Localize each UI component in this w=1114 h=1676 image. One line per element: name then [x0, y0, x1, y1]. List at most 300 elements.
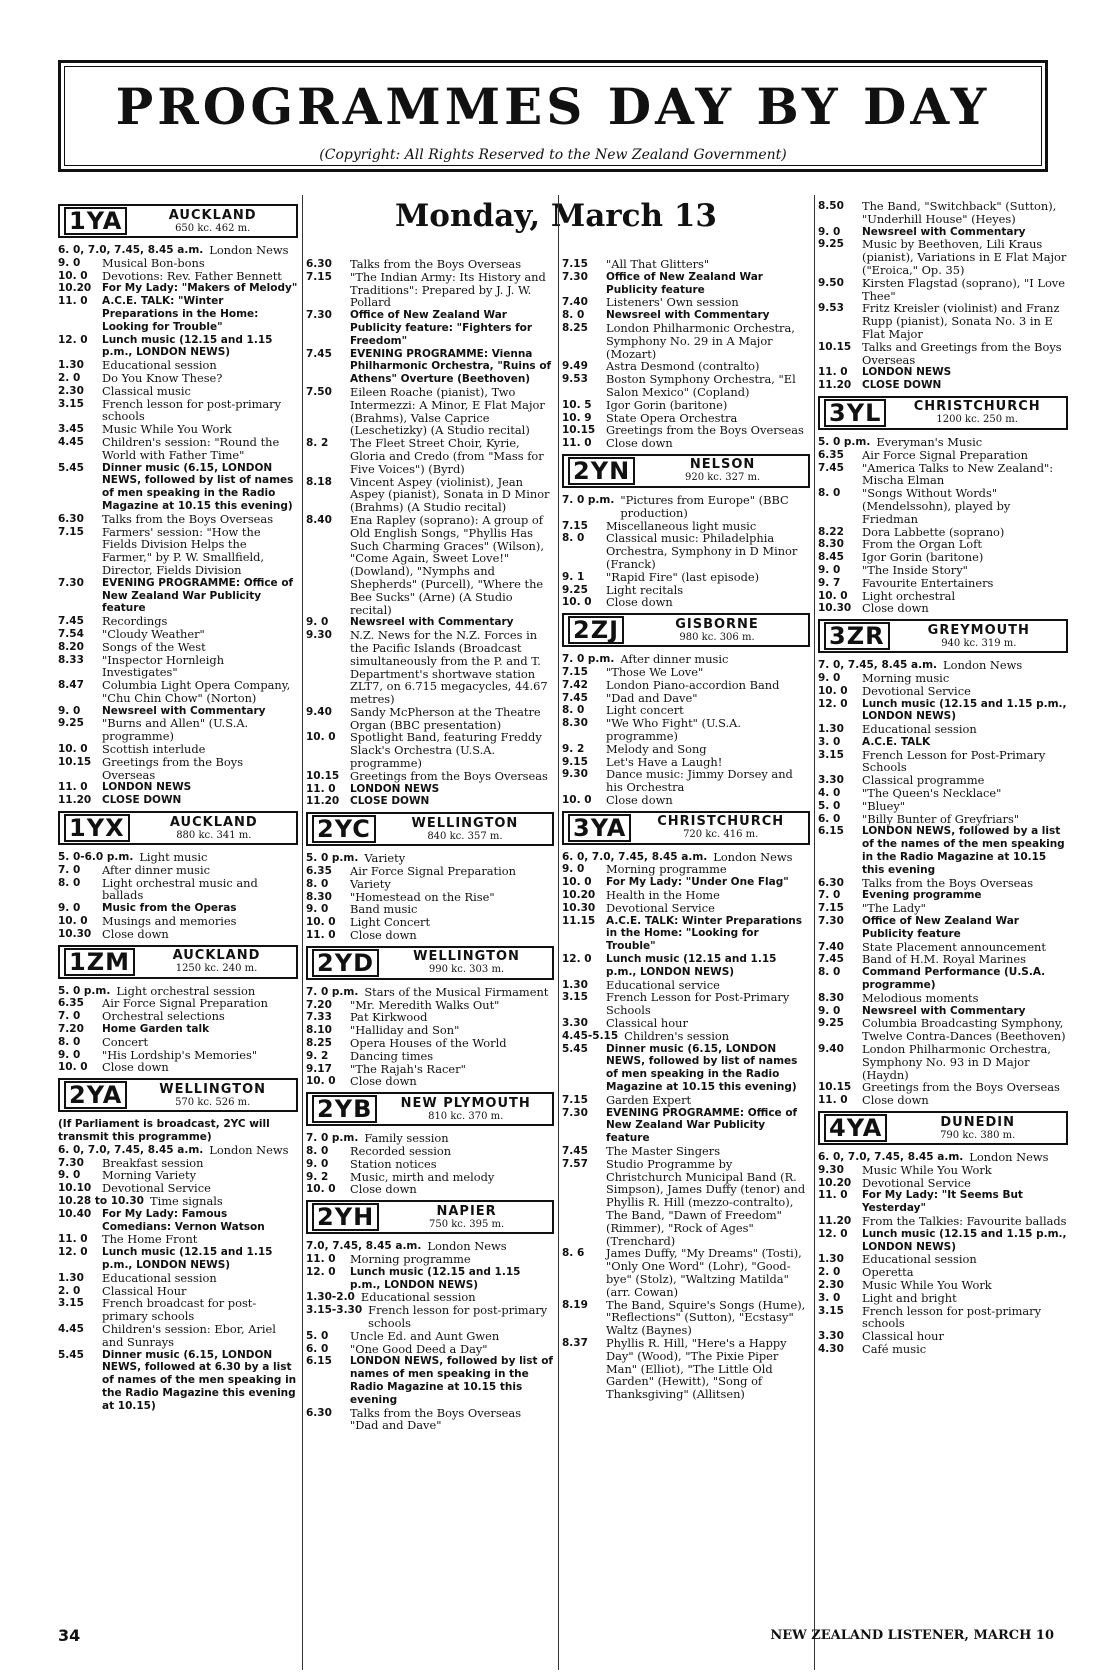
programme-item: [818, 915, 1068, 941]
programme-time: 10. 0: [306, 1183, 336, 1196]
station-city: NAPIER: [436, 1203, 497, 1219]
programme-item: [306, 999, 554, 1012]
programme-time: 7.15: [562, 519, 588, 532]
programme-item: [58, 743, 298, 756]
programme-item: [58, 526, 298, 577]
programme-time: 7.45: [562, 1145, 588, 1158]
programme-time: 11. 0: [58, 1233, 88, 1246]
programme-title: Office of New Zealand War Publicity feature: "Fighters for Freedom": [350, 309, 533, 347]
programme-time: 10. 0: [562, 876, 592, 889]
programme-item: [562, 902, 810, 915]
programme-time: 8.47: [58, 679, 84, 692]
programme-title: LONDON NEWS: [862, 366, 952, 379]
programme-item: [562, 743, 810, 756]
programme-item: [818, 341, 1068, 367]
programme-title: For My Lady: "Makers of Melody": [102, 282, 298, 295]
programme-title: Devotional Service: [606, 900, 715, 915]
programme-title: Farmers' session: "How the Fields Division Helps the Farmer," by P. W. Smallfield, Director, Fields Division: [102, 524, 265, 577]
programme-item: [58, 577, 298, 615]
programme-item: [818, 1292, 1068, 1305]
programme-time: 7. 0 p.m.: [306, 985, 359, 998]
programme-time: 8.20: [58, 640, 84, 653]
programme-title: "All That Glitters": [606, 257, 710, 271]
programme-time: 6. 0, 7.0, 7.45, 8.45 a.m.: [58, 1143, 204, 1156]
programme-time: 7.15: [562, 258, 588, 270]
station-frequency: 880 kc. 341 m.: [176, 829, 252, 841]
programme-list-2yb: [306, 1132, 554, 1196]
programme-title: Home Garden talk: [102, 1023, 210, 1036]
programme-item: [818, 1330, 1068, 1343]
programme-item: [818, 590, 1068, 603]
programme-item: [306, 1063, 554, 1076]
programme-title: "Inspector Hornleigh Investigates": [102, 652, 225, 680]
programme-title: Light orchestral: [862, 588, 956, 603]
programme-item: [562, 768, 810, 794]
programme-item: [58, 462, 298, 513]
programme-time: 8.45: [818, 551, 844, 564]
station-city: WELLINGTON: [411, 815, 519, 831]
programme-time: 8.40: [306, 513, 332, 526]
programme-title: Educational session: [102, 358, 217, 373]
programme-time: 7.0, 7.45, 8.45 a.m.: [306, 1240, 422, 1253]
station-3zr-header: [818, 619, 1068, 653]
programme-title: "Bluey": [862, 798, 906, 813]
programme-title: The Home Front: [102, 1232, 198, 1247]
programme-list-3yl: [818, 436, 1068, 615]
programme-list-1zm: [58, 985, 298, 1075]
programme-time: 7.30: [58, 1156, 84, 1169]
programme-title: Dinner music (6.15, LONDON NEWS, followed by list of names of men speaking in the Radio Magazine at 10.15 this evening): [606, 1042, 798, 1094]
programme-time: 9.17: [306, 1062, 332, 1075]
programme-list-3ya: [562, 851, 810, 1401]
programme-item: [818, 1017, 1068, 1043]
programme-title: Recorded session: [350, 1144, 452, 1159]
programme-title: After dinner music: [620, 652, 729, 667]
programme-time: 3.30: [562, 1017, 588, 1030]
programme-item: [818, 813, 1068, 826]
programme-title: Devotions: Rev. Father Bennett: [102, 268, 282, 283]
station-1yx-header: [58, 811, 298, 845]
programme-time: 9. 0: [818, 1004, 841, 1017]
programme-title: Pat Kirkwood: [350, 1010, 428, 1025]
programme-time: 9. 0: [58, 256, 81, 269]
programme-item: [306, 865, 554, 878]
programme-time: 9. 0: [562, 863, 585, 876]
programme-time: 8. 0: [562, 309, 585, 322]
programme-title: Light music: [139, 850, 208, 865]
programme-time: 9.40: [818, 1043, 844, 1056]
programme-item: [818, 1043, 1068, 1081]
programme-time: 3.15: [58, 397, 84, 410]
programme-title: CLOSE DOWN: [350, 795, 430, 808]
station-city: GREYMOUTH: [927, 622, 1030, 638]
programme-title: Light and bright: [862, 1290, 957, 1305]
masthead-title: PROGRAMMES DAY BY DAY: [115, 77, 991, 136]
programme-time: 3.15: [818, 1304, 844, 1317]
programme-item: [306, 348, 554, 386]
programme-time: 7.30: [562, 1106, 588, 1119]
programme-time: 7.45: [562, 691, 588, 704]
programme-title: French lesson for post-primary schools: [102, 396, 282, 424]
programme-item: [306, 271, 554, 309]
masthead: [58, 60, 1048, 172]
programme-title: From the Organ Loft: [862, 537, 982, 552]
programme-item: [818, 787, 1068, 800]
station-3ya-header: [562, 811, 810, 845]
programme-time: 12. 0: [818, 697, 848, 710]
programme-item: [562, 653, 810, 666]
programme-time: 3. 0: [818, 1291, 841, 1304]
programme-item: [562, 532, 810, 570]
programme-title: Light orchestral session: [116, 983, 256, 998]
programme-item: [58, 915, 298, 928]
programme-title: Greetings from the Boys Overseas: [350, 768, 548, 783]
programme-item: [562, 424, 810, 437]
programme-item: [562, 915, 810, 953]
programme-time: 7.42: [562, 678, 588, 691]
programme-time: 9. 7: [818, 576, 841, 589]
programme-list-3zr: [818, 659, 1068, 1107]
programme-title: A.C.E. TALK: Winter Preparations in the Home: "Looking for Trouble": [606, 914, 803, 953]
station-2ya-header: [58, 1078, 298, 1112]
programme-time: 11. 0: [818, 1094, 848, 1107]
programme-title: Air Force Signal Preparation: [102, 996, 268, 1011]
programme-title: "Halliday and Son": [350, 1023, 460, 1038]
programme-item: [306, 386, 554, 437]
programme-time: 9.15: [562, 755, 588, 768]
programme-time: 9. 2: [306, 1170, 329, 1183]
programme-time: 9.25: [818, 238, 844, 251]
column-2: [306, 258, 554, 1432]
programme-title: EVENING PROGRAMME: Office of New Zealand War Publicity feature: [606, 1106, 798, 1145]
programme-title: Greetings from the Boys Overseas: [102, 754, 244, 782]
programme-time: 5. 0: [306, 1329, 329, 1342]
programme-time: 10. 0: [818, 684, 848, 697]
programme-title: "One Good Deed a Day": [350, 1341, 488, 1356]
programme-time: 1.30: [818, 1253, 844, 1266]
programme-title: Children's session: [624, 1028, 730, 1043]
programme-item: [306, 1355, 554, 1406]
programme-item: [58, 1049, 298, 1062]
programme-title: London News: [209, 243, 289, 257]
programme-time: 4.45-5.15: [562, 1029, 619, 1042]
programme-time: 7.54: [58, 627, 84, 640]
programme-time: 5.45: [58, 1348, 84, 1361]
programme-title: Everyman's Music: [876, 434, 983, 449]
programme-item: [58, 372, 298, 385]
programme-title: "Cloudy Weather": [102, 626, 205, 641]
programme-item: [58, 1023, 298, 1036]
programme-title: "His Lordship's Memories": [102, 1047, 258, 1062]
programme-title: Concert: [102, 1034, 149, 1049]
station-2yh-header: [306, 1200, 554, 1234]
programme-time: 9. 0: [58, 902, 81, 915]
programme-item: [306, 916, 554, 929]
programme-title: French lesson for post-primary schools: [368, 1303, 548, 1330]
programme-time: 12. 0: [58, 1246, 88, 1259]
programme-time: 7.40: [562, 296, 588, 309]
programme-time: 7.45: [306, 347, 332, 360]
programme-title: London News: [209, 1142, 289, 1157]
programme-item: [58, 1297, 298, 1323]
programme-item: [58, 928, 298, 941]
programme-list-2yn: [562, 494, 810, 609]
programme-title: Lunch music (12.15 and 1.15 p.m., LONDON NEWS): [102, 1246, 273, 1271]
programme-item: [306, 258, 554, 271]
programme-item: [562, 571, 810, 584]
programme-time: 5. 0 p.m.: [58, 984, 111, 997]
station-city: AUCKLAND: [168, 207, 257, 223]
programme-time: 11.20: [818, 1214, 852, 1227]
programme-title: Opera Houses of the World: [350, 1036, 507, 1051]
programme-time: 8.30: [306, 890, 332, 903]
programme-item: [562, 399, 810, 412]
station-frequency: 940 kc. 319 m.: [941, 637, 1017, 649]
programme-title: Dinner music (6.15, LONDON NEWS, followed at 6.30 by a list of names of the men speaking in the Radio Magazine this evening at 10.15): [102, 1348, 297, 1412]
programme-title: "Pictures from Europe" (BBC production): [620, 492, 789, 520]
programme-item: [818, 1189, 1068, 1215]
column-rule: [814, 195, 815, 1670]
programme-title: CLOSE DOWN: [102, 794, 182, 807]
programme-time: 8.37: [562, 1336, 588, 1349]
programme-item: [562, 1017, 810, 1030]
programme-time: 11. 0: [58, 781, 88, 794]
station-callsign: 4YA: [824, 1114, 887, 1142]
station-callsign: 2YC: [312, 815, 376, 843]
programme-item: [818, 1177, 1068, 1190]
programme-time: 7. 0 p.m.: [562, 653, 615, 666]
programme-item: [818, 672, 1068, 685]
programme-item: [58, 398, 298, 424]
programme-time: 12. 0: [306, 1265, 336, 1278]
programme-item: [58, 282, 298, 295]
programme-title: Band music: [350, 902, 418, 917]
programme-title: "Rapid Fire" (last episode): [606, 569, 760, 584]
programme-time: 12. 0: [562, 953, 592, 966]
programme-item: [58, 1323, 298, 1349]
publication-footer: NEW ZEALAND LISTENER, MARCH 10: [770, 1628, 1054, 1643]
programme-time: 8. 0: [818, 966, 841, 979]
programme-title: London Philharmonic Orchestra, Symphony No. 29 in A Major (Mozart): [606, 320, 795, 361]
programme-item: [306, 1171, 554, 1184]
programme-time: 2.30: [818, 1278, 844, 1291]
programme-time: 7. 0: [818, 889, 841, 902]
programme-item: [58, 1233, 298, 1246]
programme-title: Dinner music (6.15, LONDON NEWS, followed by list of names of men speaking in the Radio Magazine at 10.15 this evening): [102, 461, 294, 512]
programme-item: [58, 794, 298, 807]
programme-title: Close down: [350, 1182, 417, 1197]
programme-title: Kirsten Flagstad (soprano), "I Love Thee": [862, 275, 1065, 303]
programme-item: [562, 889, 810, 902]
programme-item: [58, 615, 298, 628]
programme-title: Newsreel with Commentary: [102, 704, 266, 717]
programme-item: [306, 629, 554, 706]
programme-title: Office of New Zealand War Publicity feature: [606, 270, 763, 296]
programme-title: Newsreel with Commentary: [862, 225, 1026, 238]
programme-time: 7.30: [306, 309, 332, 322]
programme-time: 6.35: [818, 448, 844, 461]
programme-title: Café music: [862, 1341, 927, 1356]
programme-item: [58, 717, 298, 743]
programme-title: Breakfast session: [102, 1155, 204, 1170]
programme-title: For My Lady: "Under One Flag": [606, 876, 789, 889]
programme-time: 10. 0: [306, 731, 336, 744]
programme-time: 6. 0: [818, 812, 841, 825]
programme-item: [562, 1247, 810, 1298]
programme-time: 7.45: [818, 461, 844, 474]
station-frequency: 990 kc. 303 m.: [428, 964, 505, 976]
programme-item: [562, 953, 810, 979]
programme-item: [58, 1036, 298, 1049]
station-callsign: 1YX: [64, 814, 130, 842]
programme-title: Close down: [350, 928, 417, 943]
programme-title: After dinner music: [102, 862, 211, 877]
programme-title: "Billy Bunter of Greyfriars": [862, 811, 1020, 826]
copyright-notice: (Copyright: All Rights Reserved to the New Zealand Government): [319, 147, 787, 163]
programme-title: Greetings from the Boys Overseas: [862, 1080, 1060, 1095]
programme-item: [58, 1010, 298, 1023]
programme-time: 6. 0, 7.0, 7.45, 8.45 a.m.: [562, 850, 708, 863]
programme-time: 6.15: [306, 1355, 332, 1368]
programme-title: London News: [713, 849, 793, 864]
programme-item: [818, 1215, 1068, 1228]
programme-time: 7.40: [818, 940, 844, 953]
programme-title: Music, mirth and melody: [350, 1169, 495, 1184]
programme-title: For My Lady: Famous Comedians: Vernon Watson: [102, 1207, 265, 1233]
station-2yn-header: [562, 454, 810, 488]
programme-time: 7. 0 p.m.: [562, 493, 615, 506]
programme-item: [562, 1299, 810, 1337]
programme-time: 9. 0: [818, 671, 841, 684]
station-frequency: 650 kc. 462 m.: [175, 222, 251, 234]
programme-title: "Homestead on the Rise": [350, 889, 495, 904]
programme-item: [58, 334, 298, 360]
programme-title: The Band, Squire's Songs (Hume), "Reflections" (Sutton), "Ecstasy" Waltz (Baynes): [606, 1297, 806, 1338]
programme-item: [818, 723, 1068, 736]
programme-title: Light concert: [606, 703, 684, 718]
programme-item: [562, 692, 810, 705]
programme-title: "We Who Fight" (U.S.A. programme): [606, 716, 741, 743]
programme-item: [818, 877, 1068, 890]
programme-item: [562, 1043, 810, 1094]
programme-time: 7.15: [562, 1093, 588, 1106]
programme-title: Music from the Operas: [102, 902, 237, 915]
programme-title: Variety: [364, 851, 406, 866]
programme-time: 11. 0: [306, 782, 336, 795]
station-callsign: 3YL: [824, 399, 886, 427]
programme-item: [306, 1050, 554, 1063]
programme-time: 10.15: [818, 340, 852, 353]
programme-title: Evening programme: [862, 889, 982, 902]
programme-item: [562, 258, 810, 271]
programme-item: [818, 1228, 1068, 1254]
programme-title: "The Rajah's Racer": [350, 1061, 466, 1076]
programme-title: Close down: [350, 1074, 417, 1089]
programme-title: Family session: [364, 1131, 449, 1146]
programme-time: 7.20: [306, 998, 332, 1011]
programme-item: [818, 685, 1068, 698]
programme-item: [562, 373, 810, 399]
programme-title: Dora Labbette (soprano): [862, 524, 1005, 539]
programme-time: 3.30: [818, 774, 844, 787]
programme-item: [562, 666, 810, 679]
programme-title: Air Force Signal Preparation: [862, 447, 1028, 462]
programme-item: [306, 878, 554, 891]
programme-item: [306, 1075, 554, 1088]
programme-item: [306, 1145, 554, 1158]
programme-item: [562, 322, 810, 360]
programme-title: Station notices: [350, 1156, 437, 1171]
programme-time: 9.30: [306, 629, 332, 642]
programme-time: 8.30: [818, 538, 844, 551]
programme-item: [58, 270, 298, 283]
programme-time: 7.50: [306, 385, 332, 398]
programme-item: [818, 800, 1068, 813]
programme-title: French broadcast for post-primary schools: [102, 1296, 257, 1324]
programme-title: Listeners' Own session: [606, 295, 739, 310]
station-city: DUNEDIN: [940, 1114, 1015, 1130]
programme-time: 11. 0: [562, 437, 592, 450]
programme-title: Light orchestral music and ballads: [102, 875, 258, 903]
programme-item: [562, 271, 810, 297]
programme-title: Music by Beethoven, Lili Kraus (pianist), Variations in E Flat Major ("Eroica," Op. 35): [862, 237, 1067, 277]
programme-list-3ya-continued: [818, 200, 1068, 392]
programme-title: Newsreel with Commentary: [862, 1004, 1026, 1017]
programme-item: [818, 462, 1068, 488]
station-2yb-header: [306, 1092, 554, 1126]
programme-title: Lunch music (12.15 and 1.15 p.m., LONDON NEWS): [862, 1227, 1067, 1253]
programme-time: 5.45: [562, 1042, 588, 1055]
programme-title: Astra Desmond (contralto): [606, 359, 760, 374]
programme-title: Band of H.M. Royal Marines: [862, 952, 1026, 967]
programme-item: [818, 366, 1068, 379]
programme-title: "America Talks to New Zealand": Mischa Elman: [862, 460, 1054, 488]
programme-title: LONDON NEWS, followed by list of names of men speaking in the Radio Magazine at 10.15 this evening: [350, 1355, 553, 1406]
programme-title: Close down: [606, 436, 673, 451]
programme-title: "Those We Love": [606, 664, 704, 679]
programme-time: 10. 0: [306, 916, 336, 929]
programme-title: Talks and Greetings from the Boys Overseas: [862, 339, 1062, 367]
programme-time: 8. 0: [818, 487, 841, 500]
programme-item: [818, 698, 1068, 724]
programme-time: 10.28 to 10.30: [58, 1195, 144, 1207]
programme-time: 7.15: [562, 665, 588, 678]
programme-time: 2. 0: [58, 371, 81, 384]
programme-time: 4.30: [818, 1342, 844, 1355]
programme-title: Time signals: [149, 1194, 223, 1208]
programme-item: [818, 825, 1068, 876]
programme-time: 10. 0: [818, 589, 848, 602]
programme-time: 10.10: [58, 1182, 92, 1195]
programme-item: [818, 953, 1068, 966]
programme-time: 5. 0 p.m.: [306, 852, 359, 865]
programme-time: 9. 0: [58, 704, 81, 717]
programme-time: 9. 0: [818, 563, 841, 576]
programme-time: 7. 0 p.m.: [306, 1132, 359, 1145]
programme-title: From the Talkies: Favourite ballads: [862, 1213, 1067, 1228]
programme-time: 8. 0: [562, 704, 585, 717]
station-frequency: 810 kc. 370 m.: [428, 1110, 504, 1122]
programme-title: Vincent Aspey (violinist), Jean Aspey (pianist), Sonata in D Minor (Brahms) (A Studio recital): [350, 474, 550, 515]
programme-time: 8.22: [818, 525, 844, 538]
station-frequency: 920 kc. 327 m.: [684, 472, 761, 484]
programme-time: 10.15: [818, 1081, 852, 1094]
programme-title: Morning programme: [350, 1252, 471, 1266]
programme-time: 6.30: [306, 1406, 332, 1419]
programme-item: [818, 551, 1068, 564]
programme-time: 1.30-2.0: [306, 1291, 355, 1304]
programme-time: 9.53: [818, 302, 844, 315]
